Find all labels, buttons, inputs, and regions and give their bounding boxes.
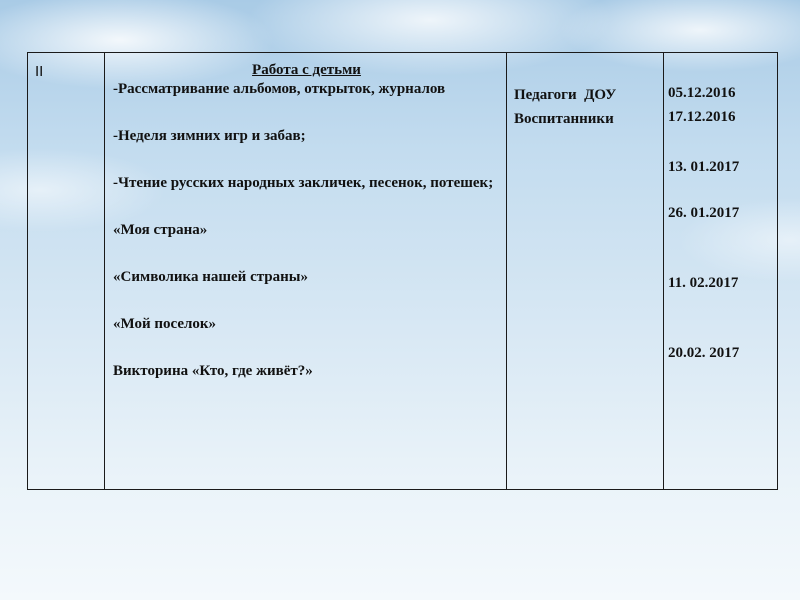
work-cell — [105, 53, 507, 490]
work-item: «Моя страна» — [113, 222, 208, 238]
work-item: -Чтение русских народных закличек, песенок, потешек; — [113, 175, 494, 191]
participant: Педагоги ДОУ — [514, 87, 617, 103]
work-item: «Мой поселок» — [113, 316, 217, 332]
work-title: Работа с детьми — [252, 62, 361, 78]
participants-cell — [507, 53, 664, 490]
date: 05.12.2016 — [668, 85, 736, 101]
section-number: II — [35, 63, 44, 80]
date: 13. 01.2017 — [668, 159, 740, 175]
plan-table — [27, 52, 778, 490]
date: 11. 02.2017 — [668, 275, 739, 291]
date: 26. 01.2017 — [668, 205, 740, 221]
work-item: -Рассматривание альбомов, открыток, журналов — [113, 81, 446, 97]
section-number-cell — [28, 53, 105, 490]
work-item: «Символика нашей страны» — [113, 269, 308, 285]
date: 20.02. 2017 — [668, 345, 740, 361]
participant: Воспитанники — [514, 111, 614, 127]
dates-cell — [664, 53, 778, 490]
work-item: -Неделя зимних игр и забав; — [113, 128, 306, 144]
work-item: Викторина «Кто, где живёт?» — [113, 363, 313, 379]
table-row — [28, 53, 778, 490]
date: 17.12.2016 — [668, 109, 736, 125]
